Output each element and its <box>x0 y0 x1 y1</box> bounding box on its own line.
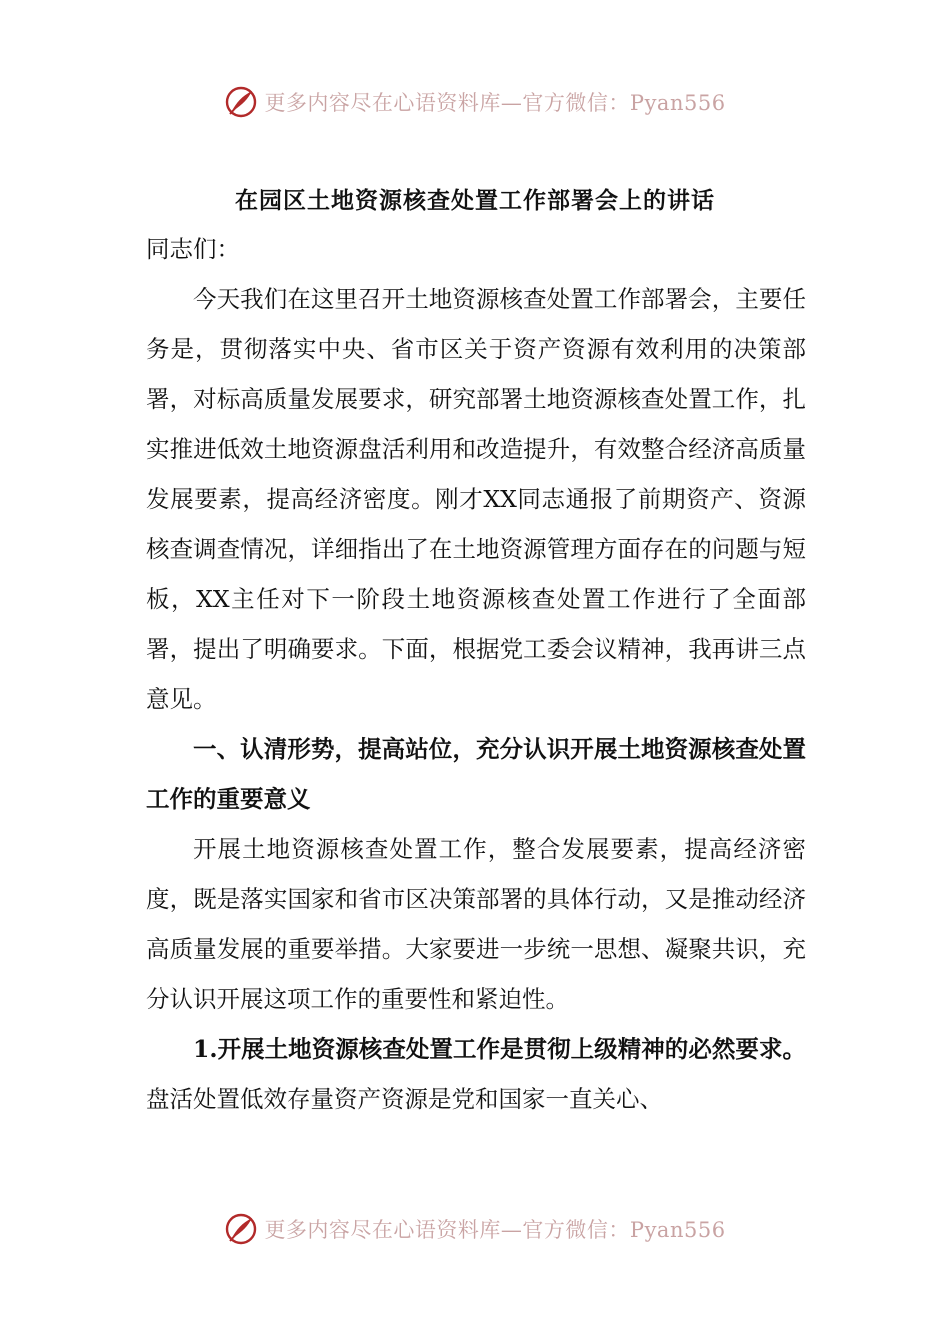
salutation: 同志们： <box>146 235 240 263</box>
watermark-text: 更多内容尽在心语资料库—官方微信：Pyan556 <box>264 91 726 115</box>
document-body <box>146 224 806 1124</box>
watermark-text: 更多内容尽在心语资料库—官方微信：Pyan556 <box>264 1218 726 1242</box>
feather-pen-logo-icon <box>224 85 258 119</box>
watermark-footer <box>0 1209 950 1249</box>
document-title: 在园区土地资源核查处置工作部署会上的讲话 <box>235 187 715 214</box>
paragraph-section-1: 开展土地资源核查处置工作，整合发展要素，提高经济密度，既是落实国家和省市区决策部署的具体行动，又是推动经济高质量发展的重要举措。大家要进一步统一思想、凝聚共识，充分认识开展这项工作的重要性和紧迫性。 <box>146 835 806 1013</box>
paragraph-intro: 今天我们在这里召开土地资源核查处置工作部署会，主要任务是，贯彻落实中央、省市区关于资产资源有效利用的决策部署，对标高质量发展要求，研究部署土地资源核查处置工作，扎实推进低效土地资源盘活利用和改造提升，有效整合经济高质量发展要素，提高经济密度。刚才XX同志通报了前期资产、资源核查调查情况，详细指出了在土地资源管理方面存在的问题与短板，XX主任对下一阶段土地资源核查处置工作进行了全面部署，提出了明确要求。下面，根据党工委会议精神，我再讲三点意见。 <box>146 285 806 713</box>
point-1-lead: 1.开展土地资源核查处置工作是贯彻上级精神的必然要求。 <box>193 1035 806 1063</box>
section-heading-1: 一、认清形势，提高站位，充分认识开展土地资源核查处置工作的重要意义 <box>146 735 806 813</box>
point-1-paragraph <box>146 1024 806 1124</box>
watermark-header <box>0 82 950 122</box>
point-1-body: 盘活处置低效存量资产资源是党和国家一直关心、 <box>146 1085 663 1113</box>
feather-pen-logo-icon <box>224 1212 258 1246</box>
